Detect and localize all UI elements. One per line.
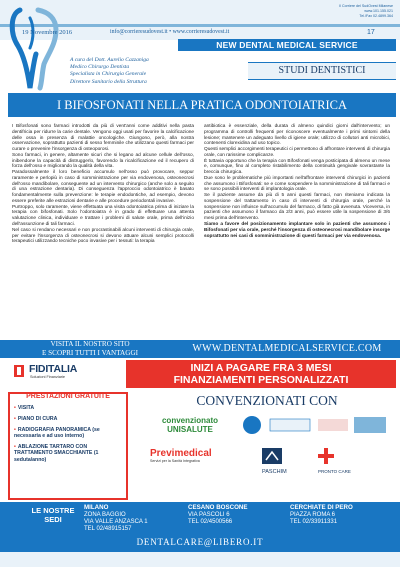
- publication-info-line: Il Corriere del SudOvest Milanese: [339, 4, 393, 8]
- financing-line-1: INIZI A PAGARE FRA 3 MESI: [190, 362, 332, 374]
- prontocare-logo-text: PRONTO CARE: [318, 469, 351, 474]
- unisalute-logo: [150, 416, 230, 442]
- list-item: [14, 416, 124, 422]
- paragraph: Sono farmaci, in genere, altamente sicuri che si legano ad alcune cellule dell'osso, inibendone la capacità di distruggerlo, favorendo la ricalcificazione ed il recupero di forza dell'osso e migliorando la qualità della vita.: [12, 152, 194, 170]
- bullet-icon: •: [14, 405, 16, 411]
- bullet-icon: •: [14, 426, 16, 433]
- financing-line-2: FINANZIAMENTI PERSONALIZZATI: [173, 374, 349, 386]
- location-name: MILANO: [84, 504, 109, 511]
- contact-email[interactable]: DENTALCARE@LIBERO.IT: [136, 537, 264, 547]
- unisalute-logo-text: convenzionato UNISALUTE: [161, 416, 218, 434]
- paragraph: I Bifosfonati sono farmaci introdotti da più di vent'anni come additivi nella pasta dentifricia per ridurre la carie dentale. Vengono oggi usati per favorire la calcificazione delle ossa in presenza di malattie oncologiche. Giungono, però, alla nostra osservazione, soprattutto pazienti di sesso femminile che utilizzano questi farmaci per curare o prevenire l'insorgenza di osteoporosi.: [12, 124, 194, 153]
- previmedical-subtitle: Servizi per la Sanità Integrativa: [150, 459, 200, 463]
- prontocare-logo: [318, 448, 382, 475]
- paragraph: Purtroppo, solo raramente, viene effettuata una visita odontoiatrica prima di iniziare la terapia con bifosfonati. Solo l'odontoiatra è in grado di effettuare una attenta valutazione clinica, individuare e trattare i problemi di salute orale, prima dell'inizio dell'assunzione di tali farmaci.: [12, 204, 194, 228]
- locations-label: LE NOSTRE SEDI: [31, 506, 75, 524]
- bullet-icon: •: [14, 415, 16, 422]
- paragraph: Due sono le problematiche più importanti nell'affrontare interventi chirurgici in pazienti che assumono i Bifosfonati: se e come sospendere la somministrazione di tali farmaci e se sono possibili interventi di implantologia orale.: [204, 175, 390, 193]
- paragraph: Siamo a favore del posizionamento implantare solo in pazienti che assumono i Bifosfonati per via orale, perché l'insorgenza di osteonecrosi mandibolare insorge soprattutto nei casi di somministrazione di questi farmaci per via endovenosa.: [204, 222, 390, 239]
- section-banner: NEW DENTAL MEDICAL SERVICE: [178, 39, 396, 51]
- prontocare-logo-icon: [318, 448, 334, 464]
- author-line: Medico Chirurgo Dentista: [70, 64, 130, 71]
- paragraph: antibiotica è essenziale, della durata di almeno quindici giorni dall'intervento; un programma di controlli frequenti per riconoscere eventualmente i primi sintomi della lesione; mantenere un adeguato livello di igiene orale; utilizzo di collutori anti microbici, contenenti clorexidina ad uso topico.: [204, 124, 390, 147]
- location-line: ZONA BAGGIO: [84, 512, 126, 518]
- fiditalia-subtitle: Soluzioni Finanziarie: [30, 375, 66, 379]
- visit-line-2: E SCOPRI TUTTI I VANTAGGI: [41, 348, 139, 357]
- visit-line-1: VISITA IL NOSTRO SITO: [50, 340, 130, 348]
- location-phone[interactable]: TEL 02/48915157: [84, 526, 132, 532]
- location-line: VIA PASCOLI 6: [188, 512, 230, 518]
- list-item: [14, 444, 124, 463]
- list-item: [14, 427, 124, 440]
- paragraph: È tuttavia opportuno che la terapia con Bifosfonati venga posticipata di almeno un mese e, comunque, fino al completo ristabilimento della continuità gengivale sovrastante la breccia chirurgica.: [204, 158, 390, 176]
- paragraph: Paradossalmente il loro beneficio accumulo nell'osso può provocare, seppur raramente e perlopiù in caso di somministrazione per via endovenosa, osteonecrosi dell'osso mandibolare, conseguente ad un intervento chirurgico (anche solo a seguito di una estrazione dentaria). Di conseguenza l'approccio odontoiatrico è basato fondamentalmente sulla prevenzione: le terapie endodontiche, ad esempio, devono essere preferite alle estrazioni dentarie e alle procedure periodontali invasive.: [12, 170, 194, 204]
- bullet-icon: •: [14, 443, 16, 450]
- list-item-label: VISITA: [17, 405, 35, 411]
- fiditalia-logo: FIDITALIA: [29, 363, 78, 375]
- location-cerchiate-di-pero: [290, 504, 390, 526]
- location-line: VIA VALLE ANZASCA 1: [84, 519, 148, 525]
- fiditalia-logo-icon: [14, 365, 24, 377]
- author-block: [70, 57, 149, 86]
- article-title: I BIFOSFONATI NELLA PRATICA ODONTOIATRICA: [8, 93, 396, 117]
- list-item-label: RADIOGRAFIA PANORAMICA (se necessaria e ad uso interno): [14, 426, 100, 439]
- website-link[interactable]: WWW.DENTALMEDICALSERVICE.COM: [192, 343, 382, 354]
- page-number: 17: [367, 29, 375, 36]
- previmedical-logo: [150, 448, 244, 472]
- location-line: PIAZZA ROMA 6: [290, 512, 336, 518]
- footer-band: [0, 552, 400, 567]
- paschim-logo-text: PASCHIM: [262, 469, 287, 475]
- paragraph: Questi semplici accorgimenti terapeutici ci permettono di affrontare interventi di chirurgia orale, con rarissime complicanze.: [204, 147, 390, 158]
- financing-banner: [126, 360, 396, 388]
- list-item-label: PIANO DI CURA: [17, 415, 58, 422]
- location-milano: [84, 504, 174, 533]
- publication-info-line: www.101.155.021: [364, 9, 393, 13]
- issue-date: 19 Novembre 2016: [22, 29, 73, 36]
- list-item-label: ABLAZIONE TARTARO CON TRATTAMENTO SMACCHIANTE (1 seduta/anno): [14, 443, 99, 463]
- newspaper-contact[interactable]: info@corrieresudovest.it • www.corrieresudovest.it: [110, 29, 230, 35]
- author-line: A cura del Dott. Aurelio Cazzaniga: [70, 57, 149, 63]
- location-name: CERCHIATE DI PERO: [290, 504, 353, 511]
- paschim-logo: [262, 448, 306, 475]
- dental-logo-icon: [8, 4, 66, 92]
- publication-info: [305, 4, 393, 19]
- publication-info-line: Tel./Fax 02.4899.364: [359, 14, 393, 18]
- partners-title: CONVENZIONATI CON: [196, 393, 338, 408]
- location-phone[interactable]: TEL 02/4500566: [188, 519, 233, 525]
- author-line: Direttore Sanitario della Struttura: [70, 78, 147, 85]
- free-services-list: [14, 405, 124, 467]
- paragraph: Se il paziente assume da più di 5 anni questi farmaci, non riteniamo indicata la sospensione del trattamento in caso di interventi di chirurgia orale, perché la sospensione non influisce sull'accumulo del farmaco, di fatto già avvenuta. Viceversa, in pazienti che assumono il farmaco da 2/3 anni, può essere utile la sospensione di 3/6 mesi prima dell'intervento.: [204, 193, 390, 222]
- section-label: STUDI DENTISTICI: [248, 62, 396, 80]
- visit-text: [10, 340, 170, 357]
- list-item: [14, 405, 124, 411]
- location-name: CESANO BOSCONE: [188, 504, 248, 511]
- partner-logo-icon: [240, 414, 390, 436]
- paschim-logo-icon: [262, 448, 282, 464]
- free-services-title: PRESTAZIONI GRATUITE: [26, 393, 110, 400]
- article-left-column: [12, 124, 194, 245]
- author-line: Specialista in Chirurgia Generale: [70, 71, 147, 78]
- location-phone[interactable]: TEL 02/33911331: [290, 519, 338, 525]
- paragraph: Nel caso si rendano necessari e non procrastinabili alcuni interventi di chirurgia orale, per evitare l'insorgenza di osteonecrosi si devono attuare alcuni semplici protocolli terapeutici utilizzando tecniche poco invasive per i tessuti: la terapia: [12, 227, 194, 245]
- article-right-column: [204, 124, 390, 239]
- location-cesano-boscone: [188, 504, 278, 526]
- previmedical-logo-text: Previmedical: [150, 448, 212, 459]
